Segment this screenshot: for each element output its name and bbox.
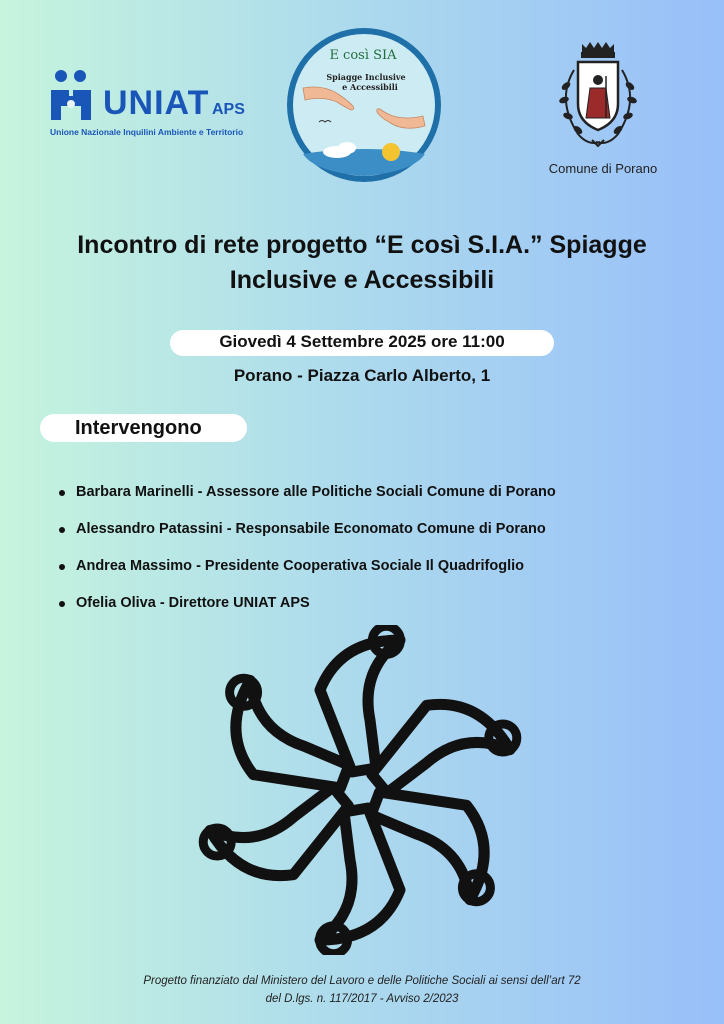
uniat-suffix: APS (212, 101, 245, 118)
uniat-name: UNIAT (103, 84, 210, 122)
event-date: Giovedì 4 Settembre 2025 ore 11:00 (219, 332, 505, 351)
speakers-heading: Intervengono (75, 417, 202, 439)
event-title: Incontro di rete progetto “E così S.I.A.” Spiagge Inclusive e Accessibili (77, 231, 647, 294)
list-item: Alessandro Patassini - Responsabile Economato Comune di Porano (58, 519, 698, 556)
comune-label: Comune di Porano (548, 161, 658, 176)
uniat-subtitle: Unione Nazionale Inquilini Ambiente e Territorio (50, 127, 244, 137)
seal-title: E così SIA (329, 48, 397, 63)
list-item: Andrea Massimo - Presidente Cooperativa Sociale Il Quadrifoglio (58, 556, 698, 593)
people-circle-icon (190, 625, 530, 955)
speakers-list (58, 482, 698, 630)
footer-line1: Progetto finanziato dal Ministero del Lavoro e delle Politiche Sociali ai sensi dell’art 72 (143, 975, 581, 987)
event-location: Porano - Piazza Carlo Alberto, 1 (233, 366, 491, 385)
footer-note (80, 972, 644, 1008)
list-item: Barbara Marinelli - Assessore alle Politiche Sociali Comune di Porano (58, 482, 698, 519)
footer-line2: del D.lgs. n. 117/2017 - Avviso 2/2023 (265, 993, 459, 1005)
list-item: Ofelia Oliva - Direttore UNIAT APS (58, 593, 698, 630)
comune-crest-icon (548, 36, 648, 156)
seal-subtitle-line2: e Accessibili (342, 82, 398, 92)
seal-subtitle-line1: Spiagge Inclusive (326, 72, 406, 82)
